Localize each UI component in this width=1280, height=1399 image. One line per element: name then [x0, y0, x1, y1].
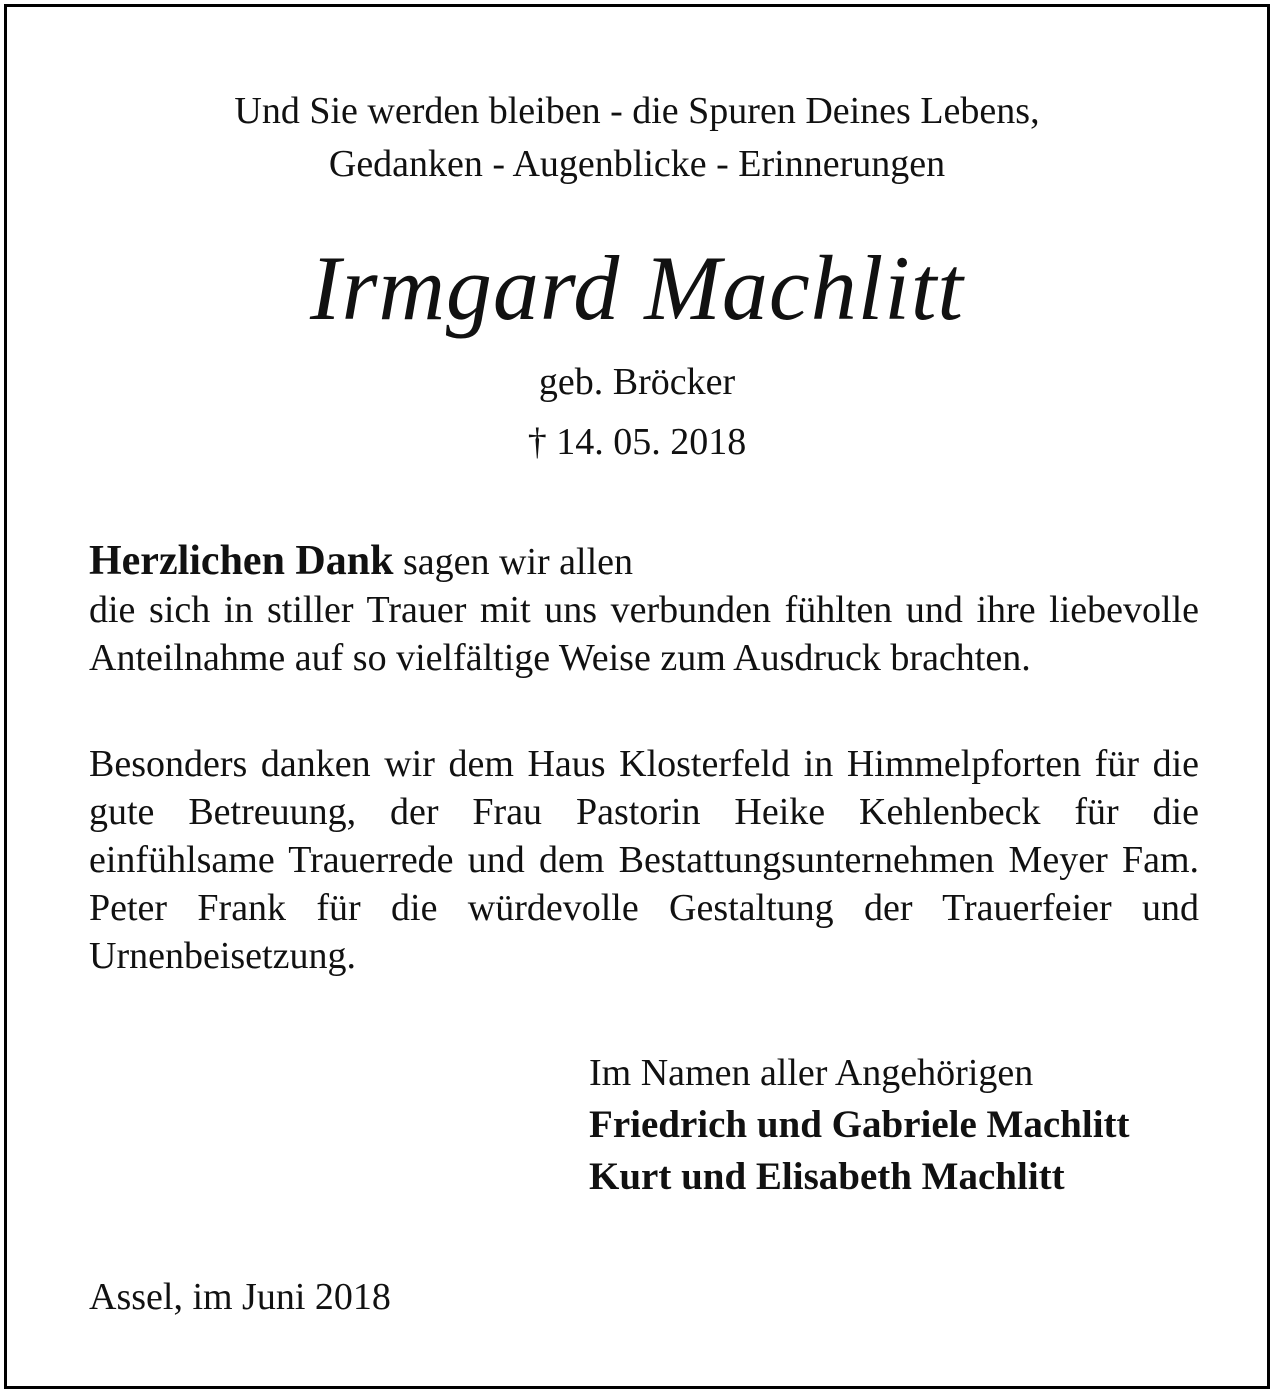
place-date: Assel, im Juni 2018 — [89, 1276, 391, 1318]
thanks-lead-bold: Herzlichen Dank — [89, 538, 394, 584]
thanks-paragraph-1 — [89, 537, 1199, 682]
maiden-name: geb. Bröcker — [538, 361, 736, 403]
thanks-paragraph-1-text: die sich in stiller Trauer mit uns verbunden fühlten und ihre liebevolle Anteilnahme auf so vielfältige Weise zum Ausdruck brachten. — [89, 589, 1199, 679]
signoff-family-2: Kurt und Elisabeth Machlitt — [589, 1155, 1065, 1198]
signoff — [589, 1047, 1249, 1203]
obituary-notice — [4, 4, 1270, 1389]
thanks-lead — [89, 537, 1199, 586]
thanks-paragraph-2: Besonders danken wir dem Haus Klosterfeld in Himmelpforten für die gute Betreuung, der Frau Pastorin Heike Kehlenbeck für die einfühlsame Trauerrede und dem Bestattungsunternehmen Meyer Fam. Peter Frank für die würdevolle Gestaltung der Trauerfeier und Urnenbeisetzung. — [89, 743, 1199, 977]
motto — [7, 85, 1267, 191]
signoff-intro: Im Namen aller Angehörigen — [589, 1052, 1034, 1094]
deceased-name: Irmgard Machlitt — [310, 237, 964, 339]
motto-line-1: Und Sie werden bleiben - die Spuren Deines Lebens, — [234, 90, 1040, 132]
death-date: † 14. 05. 2018 — [527, 421, 747, 463]
signoff-family-1: Friedrich und Gabriele Machlitt — [589, 1103, 1130, 1146]
thanks-lead-rest: sagen wir allen — [393, 541, 634, 583]
motto-line-2: Gedanken - Augenblicke - Erinnerungen — [328, 143, 946, 185]
